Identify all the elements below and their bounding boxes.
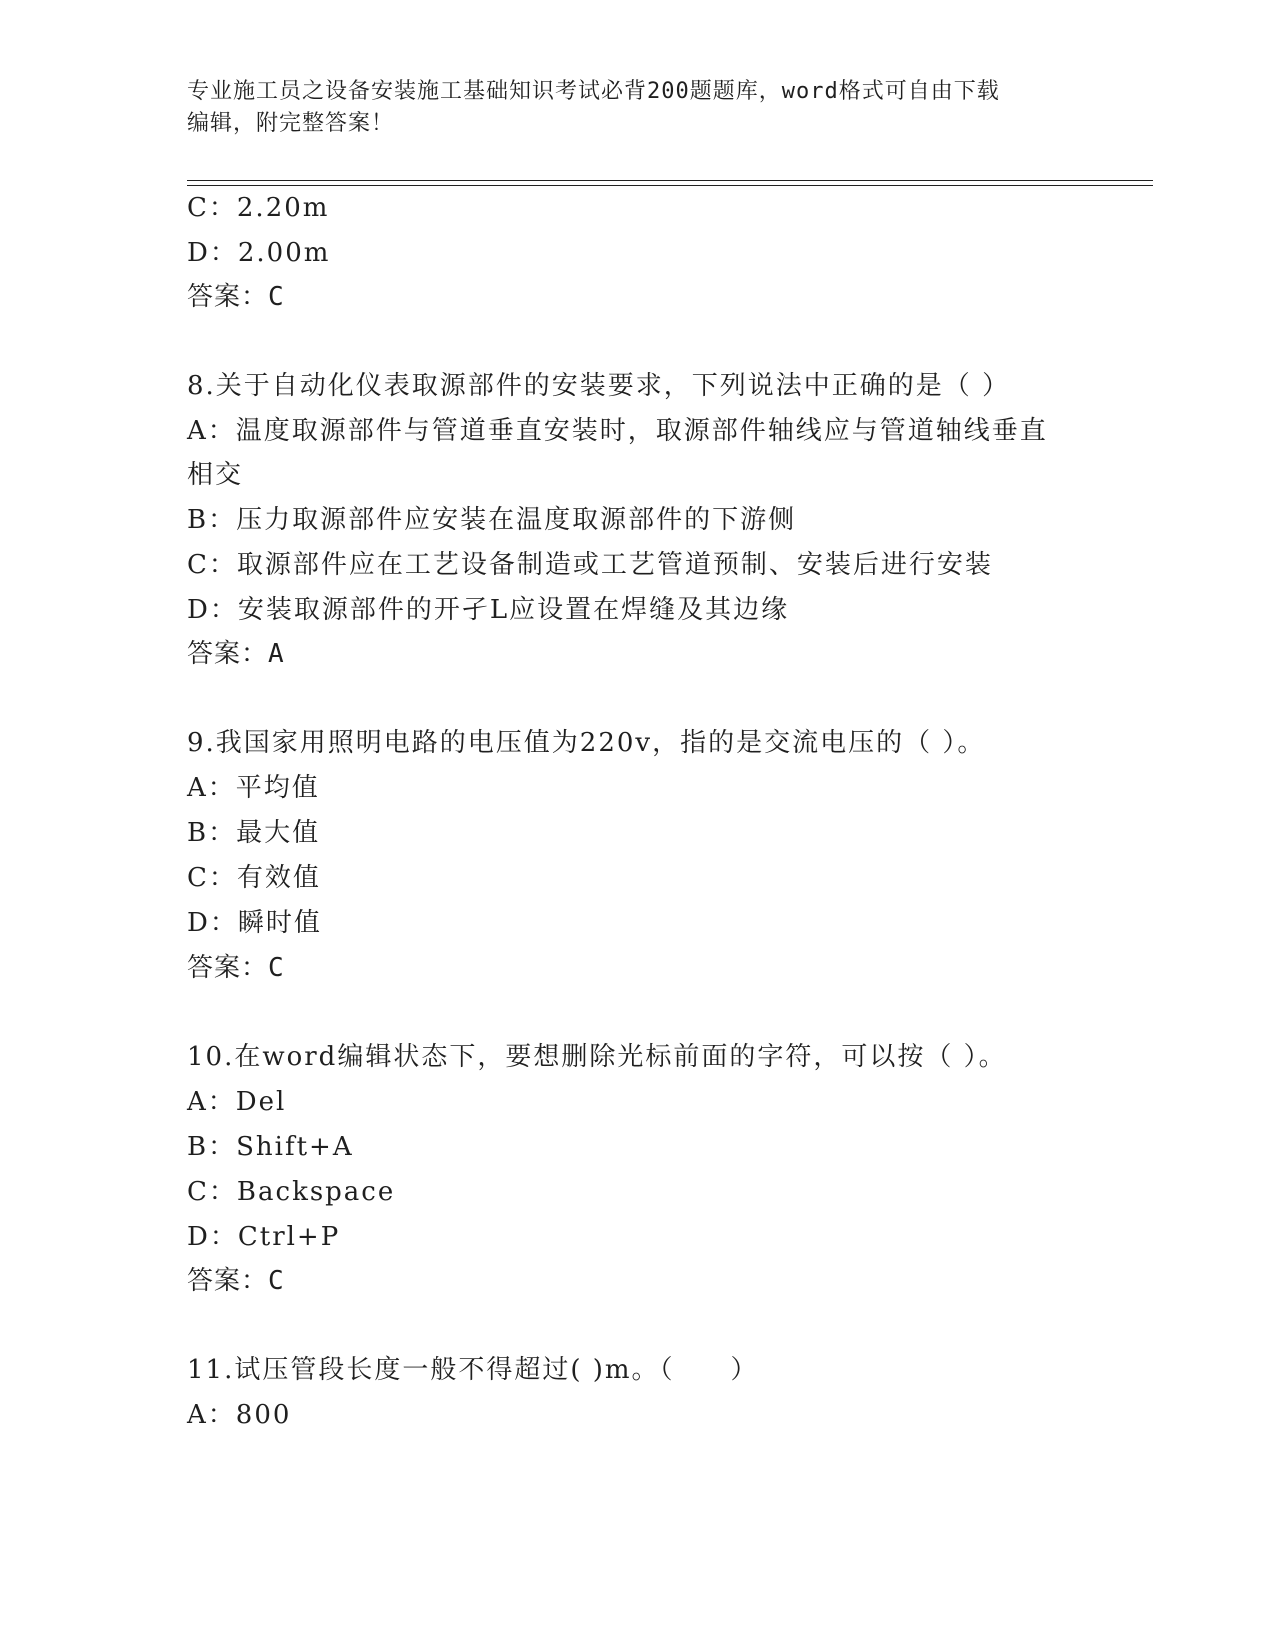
header-divider-top bbox=[187, 180, 1153, 181]
option-a-continued: 相交 bbox=[187, 460, 244, 490]
option-a: A：800 bbox=[187, 1400, 292, 1430]
option-b: B：压力取源部件应安装在温度取源部件的下游侧 bbox=[187, 505, 797, 535]
option-b: B：最大值 bbox=[187, 818, 321, 848]
document-header bbox=[187, 76, 1107, 140]
question-8: 8.关于自动化仪表取源部件的安装要求，下列说法中正确的是（ ） bbox=[187, 371, 1011, 401]
option-a: A：温度取源部件与管道垂直安装时，取源部件轴线应与管道轴线垂直 bbox=[187, 416, 1048, 446]
header-divider-bottom bbox=[187, 185, 1153, 186]
answer: 答案：A bbox=[187, 639, 285, 669]
header-line-1: 专业施工员之设备安装施工基础知识考试必背200题题库，word格式可自由下载 bbox=[187, 79, 1000, 104]
question-10: 10.在word编辑状态下，要想删除光标前面的字符，可以按（ ）。 bbox=[187, 1042, 1007, 1072]
option-d: D：瞬时值 bbox=[187, 908, 322, 938]
answer: 答案：C bbox=[187, 282, 285, 312]
option-d: D：安装取源部件的开孑L应设置在焊缝及其边缘 bbox=[187, 595, 790, 625]
option-d: D：2.00m bbox=[187, 238, 331, 268]
question-9: 9.我国家用照明电路的电压值为220v，指的是交流电压的（ ）。 bbox=[187, 728, 986, 758]
answer: 答案：C bbox=[187, 1266, 285, 1296]
option-c: C：Backspace bbox=[187, 1177, 396, 1207]
option-c: C：2.20m bbox=[187, 193, 330, 223]
option-c: C：有效值 bbox=[187, 863, 321, 893]
answer: 答案：C bbox=[187, 953, 285, 983]
option-d: D：Ctrl+P bbox=[187, 1222, 341, 1252]
question-11: 11.试压管段长度一般不得超过( )m。（ ） bbox=[187, 1355, 759, 1385]
option-c: C：取源部件应在工艺设备制造或工艺管道预制、安装后进行安装 bbox=[187, 550, 993, 580]
option-a: A：平均值 bbox=[187, 773, 320, 803]
option-b: B：Shift+A bbox=[187, 1132, 354, 1162]
option-a: A：Del bbox=[187, 1087, 287, 1117]
header-line-2: 编辑，附完整答案！ bbox=[187, 111, 395, 136]
